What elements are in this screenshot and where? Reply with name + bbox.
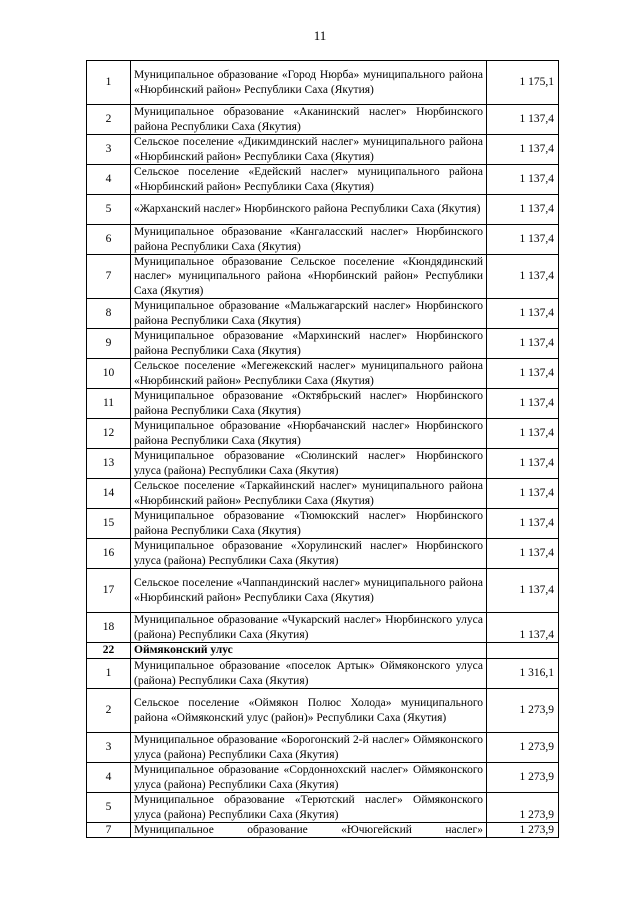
municipality-name: Муниципальное образование «Кангаласский наслег» Нюрбинского района Республики Саха (Якутия) [131,225,487,255]
amount-value: 1 273,9 [487,733,559,763]
table-row [87,135,559,165]
municipality-name: Сельское поселение «Едейский наслег» муниципального района «Нюрбинский район» Республики Саха (Якутия) [131,165,487,195]
row-number: 15 [87,509,131,539]
amount-value: 1 137,4 [487,255,559,299]
table-row [87,195,559,225]
municipality-name: Муниципальное образование «Терютский наслег» Оймяконского улуса (района) Республики Саха (Якутия) [131,793,487,823]
municipality-name: Сельское поселение «Таркайинский наслег» муниципального района «Нюрбинский район» Республики Саха (Якутия) [131,479,487,509]
amount-value [487,643,559,659]
municipality-name: Муниципальное образование «Чукарский наслег» Нюрбинского улуса (района) Республики Саха (Якутия) [131,613,487,643]
row-number: 8 [87,299,131,329]
municipality-name: Сельское поселение «Оймякон Полюс Холода» муниципального района «Оймяконский улус (район)» Республики Саха (Якутия) [131,689,487,733]
section-title: Оймяконский улус [131,643,487,659]
municipality-name: Муниципальное образование «Город Нюрба» муниципального района «Нюрбинский район» Республики Саха (Якутия) [131,61,487,105]
row-number: 5 [87,195,131,225]
amount-value: 1 137,4 [487,225,559,255]
table-row [87,449,559,479]
table-row [87,225,559,255]
municipality-name: «Жарханский наслег» Нюрбинского района Республики Саха (Якутия) [131,195,487,225]
municipality-name: Муниципальное образование «Нюрбачанский наслег» Нюрбинского района Республики Саха (Якутия) [131,419,487,449]
row-number: 4 [87,763,131,793]
row-number: 22 [87,643,131,659]
amount-value: 1 137,4 [487,449,559,479]
table-row [87,659,559,689]
row-number: 3 [87,135,131,165]
amount-value: 1 137,4 [487,195,559,225]
row-number: 1 [87,659,131,689]
row-number: 17 [87,569,131,613]
row-number: 4 [87,165,131,195]
table-row [87,359,559,389]
municipality-name: Муниципальное образование «Мархинский наслег» Нюрбинского района Республики Саха (Якутия) [131,329,487,359]
amount-value: 1 137,4 [487,479,559,509]
amount-value: 1 137,4 [487,105,559,135]
amount-value: 1 137,4 [487,135,559,165]
amount-value: 1 137,4 [487,613,559,643]
municipality-name: Муниципальное образование Сельское поселение «Кюндядинский наслег» муниципального района «Нюрбинский район» Республики Саха (Якутия) [131,255,487,299]
table-row [87,823,559,838]
amount-value: 1 273,9 [487,823,559,838]
table-row [87,763,559,793]
row-number: 11 [87,389,131,419]
table-row [87,419,559,449]
amount-value: 1 273,9 [487,689,559,733]
municipality-name: Муниципальное образование «Мальжагарский наслег» Нюрбинского района Республики Саха (Якутия) [131,299,487,329]
amount-value: 1 137,4 [487,389,559,419]
row-number: 9 [87,329,131,359]
municipality-name: Муниципальное образование «Аканинский наслег» Нюрбинского района Республики Саха (Якутия) [131,105,487,135]
table-row [87,569,559,613]
municipality-name: Муниципальное образование «Тюмюкский наслег» Нюрбинского района Республики Саха (Якутия) [131,509,487,539]
table-row [87,389,559,419]
row-number: 13 [87,449,131,479]
row-number: 10 [87,359,131,389]
row-number: 16 [87,539,131,569]
amount-value: 1 137,4 [487,569,559,613]
table-row [87,733,559,763]
municipality-name: Муниципальное образование «Хорулинский наслег» Нюрбинского улуса (района) Республики Саха (Якутия) [131,539,487,569]
table-row [87,255,559,299]
row-number: 1 [87,61,131,105]
row-number: 5 [87,793,131,823]
table-row [87,689,559,733]
municipality-name: Муниципальное образование «Сюлинский наслег» Нюрбинского улуса (района) Республики Саха (Якутия) [131,449,487,479]
amount-value: 1 137,4 [487,299,559,329]
table-row [87,793,559,823]
row-number: 2 [87,105,131,135]
row-number: 18 [87,613,131,643]
municipality-name: Муниципальное образование «поселок Артык» Оймяконского улуса (района) Республики Саха (Якутия) [131,659,487,689]
table-row [87,61,559,105]
row-number: 12 [87,419,131,449]
amount-value: 1 137,4 [487,359,559,389]
municipality-name: Сельское поселение «Мегежекский наслег» муниципального района «Нюрбинский район» Республики Саха (Якутия) [131,359,487,389]
table-row [87,613,559,643]
table-row [87,509,559,539]
municipality-name: Муниципальное образование «Октябрьский наслег» Нюрбинского района Республики Саха (Якутия) [131,389,487,419]
row-number: 7 [87,823,131,838]
table-row [87,105,559,135]
row-number: 14 [87,479,131,509]
row-number: 7 [87,255,131,299]
row-number: 2 [87,689,131,733]
amount-value: 1 273,9 [487,793,559,823]
municipality-name: Сельское поселение «Чаппандинский наслег» муниципального района «Нюрбинский район» Республики Саха (Якутия) [131,569,487,613]
municipality-name: Муниципальное образование «Сордоннохский наслег» Оймяконского улуса (района) Республики Саха (Якутия) [131,763,487,793]
row-number: 6 [87,225,131,255]
amount-value: 1 137,4 [487,509,559,539]
allocation-table [86,60,559,838]
row-number: 3 [87,733,131,763]
municipality-name: Муниципальное образование «Борогонский 2-й наслег» Оймяконского улуса (района) Республики Саха (Якутия) [131,733,487,763]
table-row [87,165,559,195]
amount-value: 1 137,4 [487,329,559,359]
amount-value: 1 175,1 [487,61,559,105]
table-row [87,329,559,359]
municipality-name: Сельское поселение «Дикимдинский наслег» муниципального района «Нюрбинский район» Республики Саха (Якутия) [131,135,487,165]
section-row [87,643,559,659]
amount-value: 1 137,4 [487,539,559,569]
amount-value: 1 137,4 [487,165,559,195]
amount-value: 1 316,1 [487,659,559,689]
amount-value: 1 273,9 [487,763,559,793]
municipality-name: Муниципальное образование «Ючюгейский наслег» [131,823,487,838]
table-row [87,479,559,509]
amount-value: 1 137,4 [487,419,559,449]
table-row [87,299,559,329]
table-row [87,539,559,569]
page-number: 11 [313,28,327,43]
